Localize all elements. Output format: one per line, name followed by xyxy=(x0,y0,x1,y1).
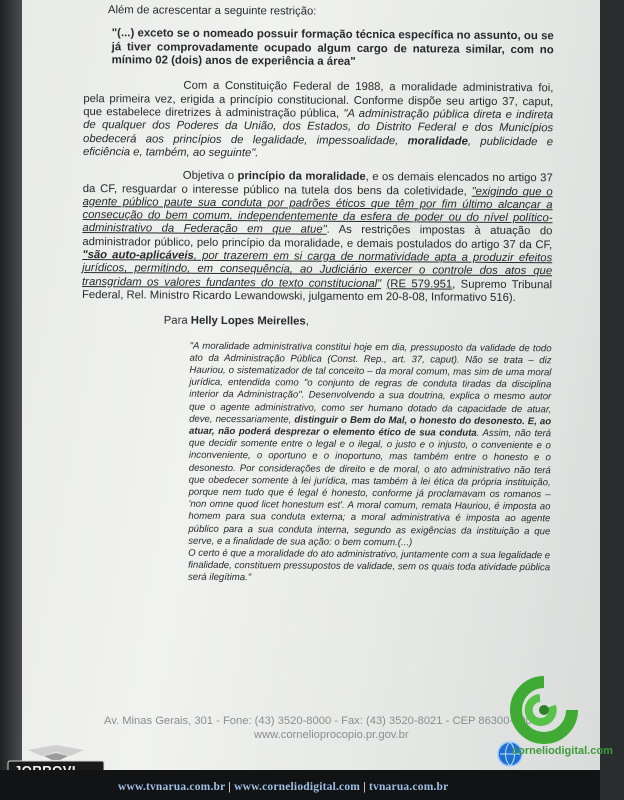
footer-website: www.cornelioprocopio.pr.gov.br xyxy=(254,729,409,741)
document-text xyxy=(80,4,554,596)
para2-quote2: , por trazerem em si carga de normatividade apta a produzir efeitos jurídicos, permitindo, em consequência, ao Judiciário exercer o controle dos atos que transgridam os valores fundantes do texto constitucional" xyxy=(82,249,553,290)
helly-name: Helly Lopes Meirelles xyxy=(190,314,306,328)
helly-a: Para xyxy=(163,314,191,327)
para1-quote-b: , publicidade e eficiência e, também, ao seguinte". xyxy=(82,135,554,160)
corneliodigital-logo-text: corneliodigital.com xyxy=(512,745,613,757)
link-tvnarua-short[interactable]: tvnarua.com.br xyxy=(368,781,449,793)
quote-c: O certo é que a moralidade do ato administrativo, juntamente com a sua legalidade e finalidade, constituem pressupostos de validade, sem os quais toda atividade pública será ilegítima." xyxy=(187,547,551,584)
para2-quote2-bold: "são auto-aplicáveis xyxy=(82,249,194,262)
quote-b: . Assim, não terá que decidir somente entre o legal e o ilegal, o justo e o injusto, o conveniente e o inconveniente, o oportuno e o inoportuno, mas também entre o honesto e o desonesto. Por considerações de direito e de moral, o ato administrativo não terá que obedecer somente à lei jurídica, mas também à lei ética da própria instituição, porque nem tudo que é legal é honesto, conforme já proclamavam os romanos – 'non omne quod licet honestum est'. A moral comum, remata Hauriou, é imposta ao homem para sua conduta externa; a moral administrativa é imposta ao agente público para a sua conduta interna, segundo as exigências da instituição a que serve, e a finalidade de sua ação: o bem comum.(...) xyxy=(188,427,552,549)
paragraph-constitution xyxy=(83,79,554,162)
para2-ref-link[interactable]: (RE 579.951 xyxy=(386,277,453,291)
helly-quote xyxy=(188,340,552,587)
intro-line: Além de acrescentar a seguinte restrição: xyxy=(107,4,317,18)
link-separator: | xyxy=(228,781,235,793)
document-page xyxy=(22,0,600,770)
link-separator: | xyxy=(363,781,369,793)
watermark-links xyxy=(118,781,448,793)
para1-quote-a: "A administração pública direta e indireta de qualquer dos Poderes da União, dos Estados, do Distrito Federal e dos Municípios obedecerá aos princípios de legalidade, impessoalidade, xyxy=(83,107,554,147)
footer-address: Av. Minas Gerais, 301 - Fone: (43) 3520-8000 - Fax: (43) 3520-8021 - CEP 86300-000 xyxy=(104,715,532,727)
para2-quote: "exigindo que o agente público paute sua conduta por padrões éticos que têm por fim último alcançar a consecução do bem comum, independentemente da esfera de poder ou do nível político-administrativo da Federação em que atue" xyxy=(82,185,553,237)
para1-quote-bold: moralidade xyxy=(407,134,468,148)
page-shadow xyxy=(0,0,22,770)
para2-c: . As restrições impostas à atuação do administrador público, pelo princípio da moralidade, e demais postulados do artigo 37 da CF, xyxy=(82,224,553,252)
link-tvnarua[interactable]: www.tvnarua.com.br xyxy=(118,781,226,793)
para2-end: , Supremo Tribunal Federal, Rel. Ministro Ricardo Lewandowski, julgamento em 20-8-08, Informativo 516). xyxy=(81,278,553,304)
quote-bold: distinguir o Bem do Mal, o honesto do desonesto. E, ao atuar, não poderá desprezar o elemento ético de sua conduta xyxy=(188,414,552,439)
helly-b: , xyxy=(305,315,309,328)
paragraph-morality xyxy=(82,169,553,305)
link-corneliodigital[interactable]: www.corneliodigital.com xyxy=(234,781,361,793)
para2-bold: princípio da moralidade xyxy=(237,170,366,184)
helly-intro xyxy=(82,314,552,331)
para1-text: Com a Constituição Federal de 1988, a moralidade administrativa foi, pela primeira vez, erigida a princípio constitucional. Conforme dispõe seu artigo 37, caput, que estabelece diretrizes à administração pública, xyxy=(83,80,554,120)
para2-b: , e os demais elencados no artigo 37 da CF, resguardar o interesse público na tutela dos bens da coletividade, xyxy=(82,171,553,198)
para2-a: Objetiva o xyxy=(182,169,238,183)
restriction-quote: "(...) exceto se o nomeado possuir formação técnica específica no assunto, ou se já tiver comprovadamente ocupado algum cargo de natureza similar, com no mínimo 02 (dois) anos de experiência a área" xyxy=(111,27,554,69)
quote-a: "A moralidade administrativa constitui hoje em dia, pressuposto da validade de todo ato da Administração Pública (Const. Rep., art. 37, caput). Não se trata – diz Hauriou, o sistematizador de tal conceito – da moral comum, mas sim de uma moral jurídica, entendida como "o conjunto de regras de conduta tiradas da disciplina interior da Administração". Desenvolvendo a sua doutrina, explica o mesmo autor que o agente administrativo, como ser humano dotado da capacidade de atuar, deve, necessariamente, xyxy=(189,340,552,426)
